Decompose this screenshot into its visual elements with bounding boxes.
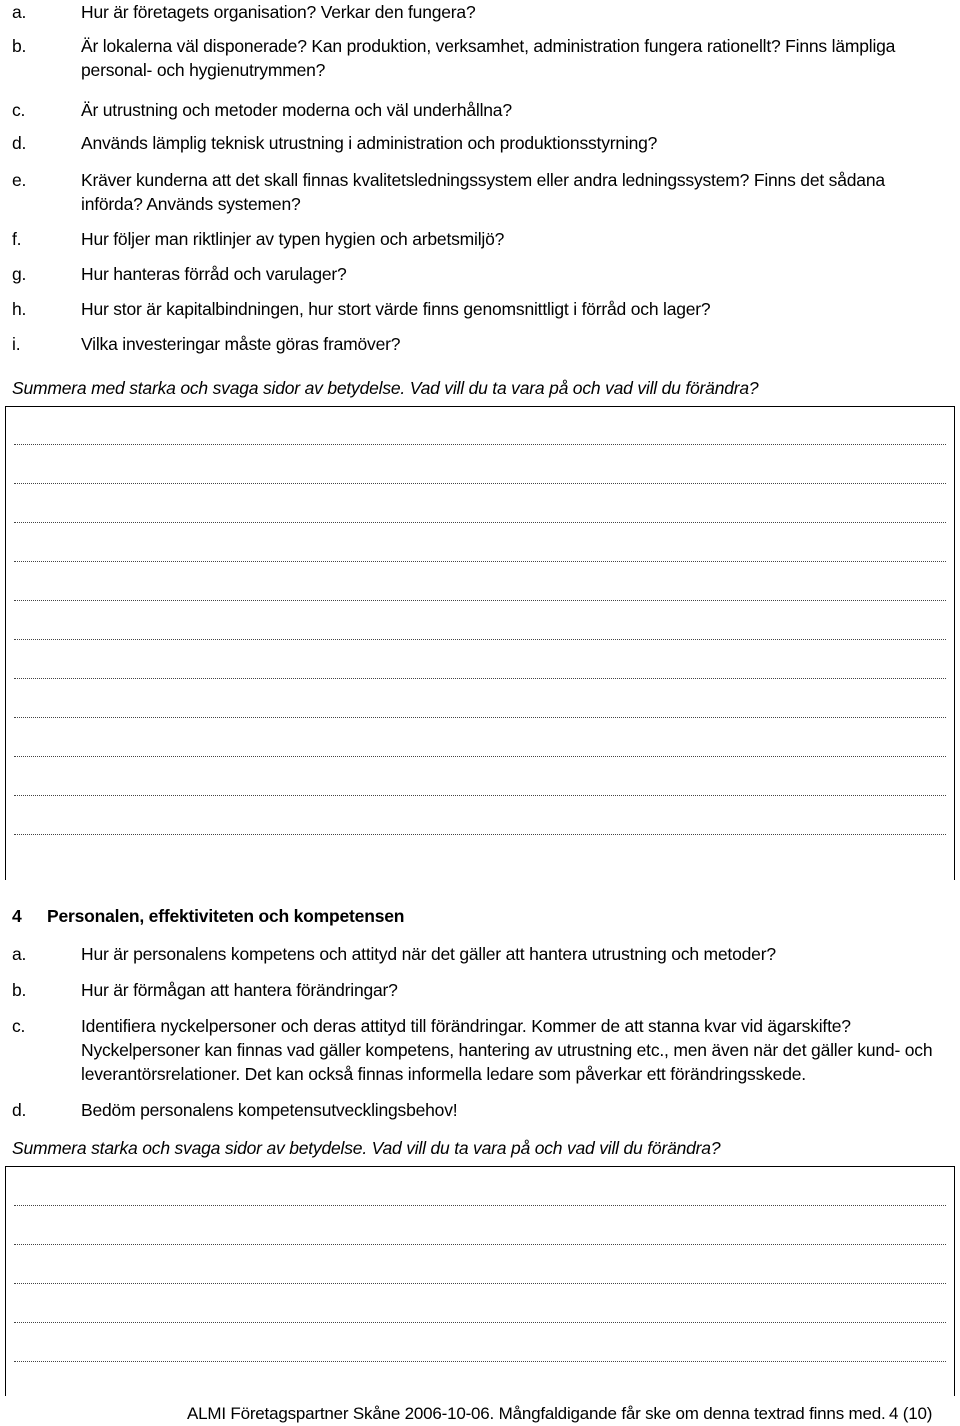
question-text: Hur är personalens kompetens och attityd när det gäller att hantera utrustning och metoder? bbox=[81, 944, 776, 964]
question-letter: c. bbox=[12, 1016, 26, 1036]
answer-line bbox=[14, 522, 946, 523]
question-letter: b. bbox=[12, 36, 27, 56]
question-text: Hur följer man riktlinjer av typen hygien och arbetsmiljö? bbox=[81, 229, 505, 249]
answer-line bbox=[14, 1244, 946, 1245]
question-text: Är utrustning och metoder moderna och väl underhållna? bbox=[81, 100, 512, 120]
page-number: 4 (10) bbox=[889, 1404, 933, 1423]
answer-line bbox=[14, 1322, 946, 1323]
question-text: Kräver kunderna att det skall finnas kvalitetsledningssystem eller andra ledningssystem? Finns det sådana införda? Används systemen? bbox=[81, 170, 885, 214]
question-text: Hur stor är kapitalbindningen, hur stort värde finns genomsnittligt i förråd och lager? bbox=[81, 299, 711, 319]
question-d bbox=[12, 1098, 942, 1128]
question-letter: i. bbox=[12, 334, 21, 354]
question-letter: a. bbox=[12, 2, 27, 22]
answer-line bbox=[14, 717, 946, 718]
answer-line bbox=[14, 834, 946, 835]
section-number: 4 bbox=[12, 906, 22, 926]
question-letter: d. bbox=[12, 133, 27, 153]
answer-line bbox=[14, 561, 946, 562]
question-h bbox=[12, 297, 942, 332]
footer-text: ALMI Företagspartner Skåne 2006-10-06. Mångfaldigande får ske om denna textrad finns med. bbox=[187, 1404, 886, 1423]
question-text: Är lokalerna väl disponerade? Kan produktion, verksamhet, administration fungera rationellt? Finns lämpliga personal- och hygienutrymmen? bbox=[81, 36, 896, 80]
question-c bbox=[12, 98, 942, 131]
question-letter: g. bbox=[12, 264, 27, 284]
question-g bbox=[12, 262, 942, 297]
question-a bbox=[12, 0, 942, 28]
answer-line bbox=[14, 795, 946, 796]
question-text: Identifiera nyckelpersoner och deras attityd till förändringar. Kommer de att stanna kvar vid ägarskifte? Nyckelpersoner kan finnas vad gäller kompetens, hantering av utrustning etc., men även när det gäller kund- och leverantörsrelationer. Det kan också finnas informella ledare som påverkar ett förändringsskede. bbox=[81, 1016, 933, 1084]
answer-line bbox=[14, 1205, 946, 1206]
question-letter: c. bbox=[12, 100, 26, 120]
question-letter: a. bbox=[12, 944, 27, 964]
question-letter: d. bbox=[12, 1100, 27, 1120]
answer-line bbox=[14, 756, 946, 757]
question-text: Hur är företagets organisation? Verkar den fungera? bbox=[81, 2, 476, 22]
section3-summary-prompt: Summera med starka och svaga sidor av betydelse. Vad vill du ta vara på och vad vill du förändra? bbox=[12, 378, 759, 398]
question-e bbox=[12, 168, 942, 227]
answer-line bbox=[14, 483, 946, 484]
question-b bbox=[12, 34, 942, 98]
question-text: Används lämplig teknisk utrustning i administration och produktionsstyrning? bbox=[81, 133, 658, 153]
answer-line bbox=[14, 1283, 946, 1284]
section4-heading bbox=[12, 904, 404, 928]
question-letter: h. bbox=[12, 299, 27, 319]
question-text: Bedöm personalens kompetensutvecklingsbehov! bbox=[81, 1100, 458, 1120]
section4-answer-area[interactable] bbox=[5, 1166, 955, 1396]
question-b bbox=[12, 978, 942, 1014]
answer-line bbox=[14, 678, 946, 679]
question-text: Hur hanteras förråd och varulager? bbox=[81, 264, 347, 284]
section3-answer-area[interactable] bbox=[5, 406, 955, 880]
section4-summary-prompt: Summera starka och svaga sidor av betydelse. Vad vill du ta vara på och vad vill du förändra? bbox=[12, 1138, 721, 1158]
section4-question-list bbox=[12, 942, 942, 1128]
question-text: Vilka investeringar måste göras framöver? bbox=[81, 334, 401, 354]
question-letter: b. bbox=[12, 980, 27, 1000]
section3-question-list bbox=[12, 0, 942, 360]
section-title: Personalen, effektiviteten och kompetensen bbox=[47, 906, 405, 926]
answer-line bbox=[14, 1361, 946, 1362]
question-c bbox=[12, 1014, 942, 1098]
question-d bbox=[12, 131, 942, 168]
question-f bbox=[12, 227, 942, 262]
answer-line bbox=[14, 444, 946, 445]
answer-line bbox=[14, 639, 946, 640]
question-letter: e. bbox=[12, 170, 27, 190]
question-letter: f. bbox=[12, 229, 22, 249]
question-a bbox=[12, 942, 942, 978]
answer-line bbox=[14, 600, 946, 601]
question-i bbox=[12, 332, 942, 360]
question-text: Hur är förmågan att hantera förändringar? bbox=[81, 980, 398, 1000]
